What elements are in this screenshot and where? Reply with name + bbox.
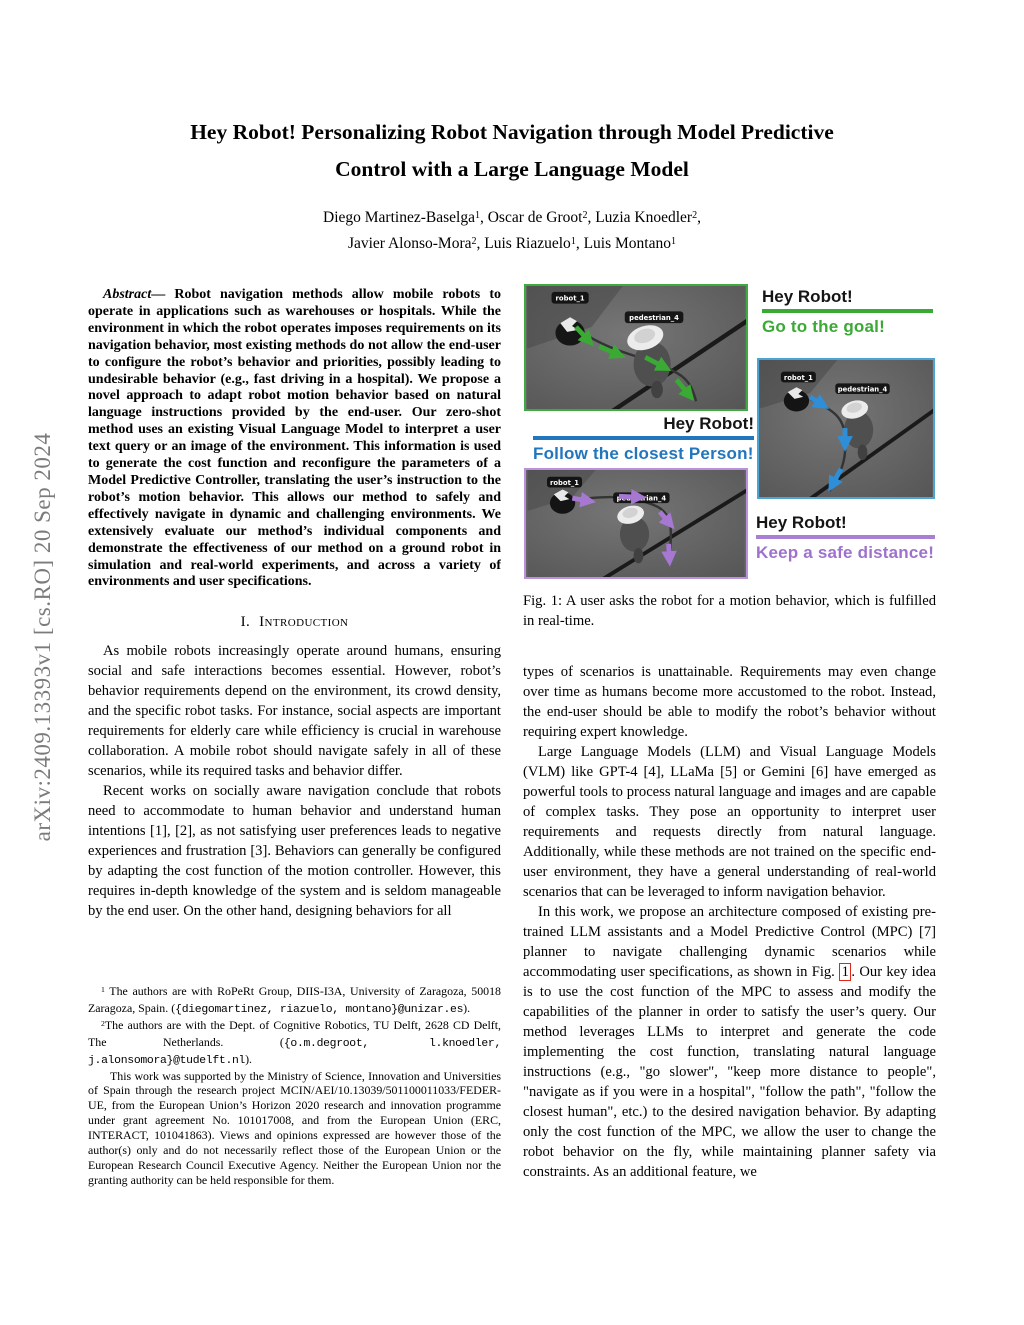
text-segment: 1 (570, 235, 576, 247)
purple-underline (756, 535, 935, 539)
pedestrian-leg (858, 445, 868, 461)
callout-command: Keep a safe distance! (756, 543, 935, 562)
text-segment: , Luis Riazuelo (476, 235, 571, 252)
pedestrian-label-badge (625, 311, 684, 323)
text-segment: This work was supported by the Ministry of Science, Innovation and Universities of Spain through the research project MCIN/AEI/10.13039/501100011033/FEDER-UE, from the European Union’s Horizon 2020 research and innovation programme under grant agreement No. 101017008, and from the European Union (ERC, INTERACT, 101041863). Views and opinions expressed are however those of the author(s) only and do not necessarily reflect those of the European Union or the European Research Council Executive Agency. Neither the European Union nor the granting authority can be held responsible for them. (88, 1068, 501, 1187)
text-segment: {o.m.degroot, l.knoedler, j.alonsomora}@tudelft.nl (88, 1036, 501, 1067)
introduction-section (88, 614, 501, 921)
text-segment: The authors are with RoPeRt Group, DIIS-I3A, University of Zaragoza, 50018 Zaragoza, Spain. ( (88, 984, 501, 1015)
callout-heading: Hey Robot! (762, 287, 853, 306)
author-list (0, 206, 1024, 258)
text-segment: {diegomartinez, riazuelo, montano}@unizar.es (175, 1002, 464, 1016)
text-segment: ). (463, 1000, 471, 1015)
footnote-affiliation-2 (88, 1018, 501, 1069)
figure-1 (523, 284, 936, 584)
text-segment: 2 (692, 209, 698, 221)
author-line-2 (0, 232, 1024, 258)
svg-text:robot_1: robot_1 (783, 373, 813, 382)
figure-1-caption: Fig. 1: A user asks the robot for a motion behavior, which is fulfilled in real-time. (523, 593, 936, 629)
overhead-camera-scene (759, 360, 933, 497)
text-segment: 1 (474, 209, 480, 221)
fig1-reference-link[interactable]: 1 (839, 963, 851, 981)
text-segment: Diego Martinez-Baselga (323, 209, 475, 226)
paper-title (90, 114, 934, 188)
paragraph-scenarios: types of scenarios is unattainable. Requirements may even change over time as humans become more accustomed to the robot. Instead, the end-user should be able to modify the robot’s behavior without requiring expert knowledge. (523, 664, 936, 740)
text-segment: 2 (101, 1018, 105, 1028)
svg-text:pedestrian_4: pedestrian_4 (629, 314, 679, 323)
robot-label-badge (781, 372, 816, 383)
text-segment: 2 (471, 235, 477, 247)
section-title: Introduction (259, 614, 349, 630)
abstract-text (88, 287, 501, 591)
text-segment: — Robot navigation methods allow mobile robots to operate in applications such as warehouses or hospitals. While the environment in which the robot operates imposes requirements on its navigation behavior, most existing methods do not allow the end-user to configure the robot’s behavior and priorities, possibly leading to undesirable behavior (e.g., fast driving in a hospital). We propose a novel approach to adapt robot motion behavior based on natural language instructions provided by the end-user. Our zero-shot method uses an existing Visual Language Model to interpret a user text query or an image of the environment. This information is used to generate the cost function and reconfigure the parameters of a Model Predictive Controller, translating the user’s instruction to the robot’s motion behavior. This allows our method to safely and effectively navigate in dynamic and challenging environments. We extensively evaluate our method’s individual components and demonstrate the effectiveness of our method on a ground robot in simulation and real-world experiments, and across a variety of environments and user specifications. (88, 287, 501, 590)
svg-text:pedestrian_4: pedestrian_4 (837, 385, 888, 394)
figure-image-go-to-goal (524, 284, 748, 411)
text-segment: 1 (101, 984, 105, 994)
text-segment: 2 (582, 209, 588, 221)
footnote-affiliation-1 (88, 984, 501, 1018)
text-segment: , Luzia Knoedler (587, 209, 693, 226)
pedestrian-label-badge (835, 383, 889, 394)
intro-paragraph-2: Recent works on socially aware navigation conclude that robots need to accommodate to human behavior and understand human intentions [1], [2], as not satisfying user preferences leads to negative experiences and frustration [3]. Behaviors can generally be configured by adapting the cost function of the motion controller. However, this requires in-depth knowledge of the system and is seldom manageable by the end user. On the other hand, designing behaviors for all (88, 783, 501, 919)
text-segment: , Oscar de Groot (479, 209, 583, 226)
paragraph-llm-vlm: Large Language Models (LLM) and Visual Language Models (VLM) like GPT-4 [4], LLaMa [5] or Gemini [6] have emerged as powerful tools to process natural language and images and are capable of complex tasks. They pose an opportunity to interpret user requirements and requests directly from natural language. Additionally, while these methods are not trained on the specific end-user environment, they have a general understanding of real-world scenarios that can be leveraged to inform navigation behavior. (523, 744, 936, 900)
text-segment: ). (245, 1051, 253, 1066)
text-segment: In this work, we propose an architecture composed of existing pre-trained LLM assistants and a Model Predictive Control (MPC) [7] planner to navigate challenging dynamic scenarios while accommodating user specifications, as shown in Fig. (523, 904, 936, 980)
overhead-camera-scene (526, 286, 746, 409)
text-segment: , (697, 209, 701, 226)
text-segment: 1 (671, 235, 677, 247)
pedestrian-leg (634, 548, 644, 564)
paragraph-this-work (523, 902, 936, 1182)
svg-text:pedestrian_4: pedestrian_4 (616, 494, 667, 503)
callout-follow-person (533, 414, 754, 464)
abstract-section (88, 287, 501, 591)
title-line-2: Control with a Large Language Model (335, 157, 689, 181)
arxiv-watermark: arXiv:2409.13393v1 [cs.RO] 20 Sep 2024 (30, 432, 55, 842)
callout-command: Go to the goal! (762, 317, 885, 336)
text-segment: Abstract (103, 287, 152, 302)
figure-image-follow-person (757, 358, 935, 499)
svg-text:robot_1: robot_1 (555, 294, 585, 303)
overhead-camera-scene (526, 470, 746, 577)
title-line-1: Hey Robot! Personalizing Robot Navigation through Model Predictive (190, 120, 834, 144)
figure-image-keep-distance (524, 468, 748, 579)
text-segment: , Luis Montano (575, 235, 671, 252)
callout-heading: Hey Robot! (663, 414, 754, 433)
blue-underline (533, 436, 754, 440)
author-footnotes (88, 984, 501, 1188)
callout-heading: Hey Robot! (756, 513, 847, 532)
author-line-1 (0, 206, 1024, 232)
text-segment: The authors are with the Dept. of Cognitive Robotics, TU Delft, 2628 CD Delft, The Netherlands. ( (88, 1017, 501, 1049)
text-segment: . Our key idea is to use the cost function of the MPC to assess and modify the capabilities of the planner in order to satisfy the user’s query. Our method leverages LLMs to interpret and generate the code implementing the cost function, translating natural language instructions (e.g., "go slower", "keep more distance to people", "navigate as if you were in a hospital", "follow the path", "follow the closest human", etc.) to the desired navigation behavior. By adapting only the cost function of the MPC, we allow the user to change the robot behavior on the fly, while maintaining planner safety via constraints. As an additional feature, we (523, 964, 936, 1180)
callout-command: Follow the closest Person! (533, 444, 754, 463)
intro-paragraph-1: As mobile robots increasingly operate around humans, ensuring social and safe interactions becomes essential. However, robot’s behavior requirements depend on the environment, its crowd density, and the specific robot tasks. For instance, social aspects are important requirements for elderly care while efficiency is crucial in warehouse collaboration. A mobile robot should navigate safely in all of these scenarios, while its required tasks and behavior differ. (88, 643, 501, 779)
section-heading-introduction (88, 614, 501, 631)
svg-text:robot_1: robot_1 (550, 479, 579, 488)
footnote-funding (88, 1069, 501, 1188)
right-column-text (523, 662, 936, 1182)
callout-keep-distance (756, 513, 935, 563)
callout-go-to-goal (762, 287, 933, 337)
green-underline (762, 309, 933, 313)
robot-label-badge (547, 477, 582, 488)
robot-label-badge (552, 292, 589, 304)
text-segment: Javier Alonso-Mora (347, 235, 472, 252)
section-number: I. (240, 614, 251, 630)
pedestrian-leg (651, 381, 663, 399)
